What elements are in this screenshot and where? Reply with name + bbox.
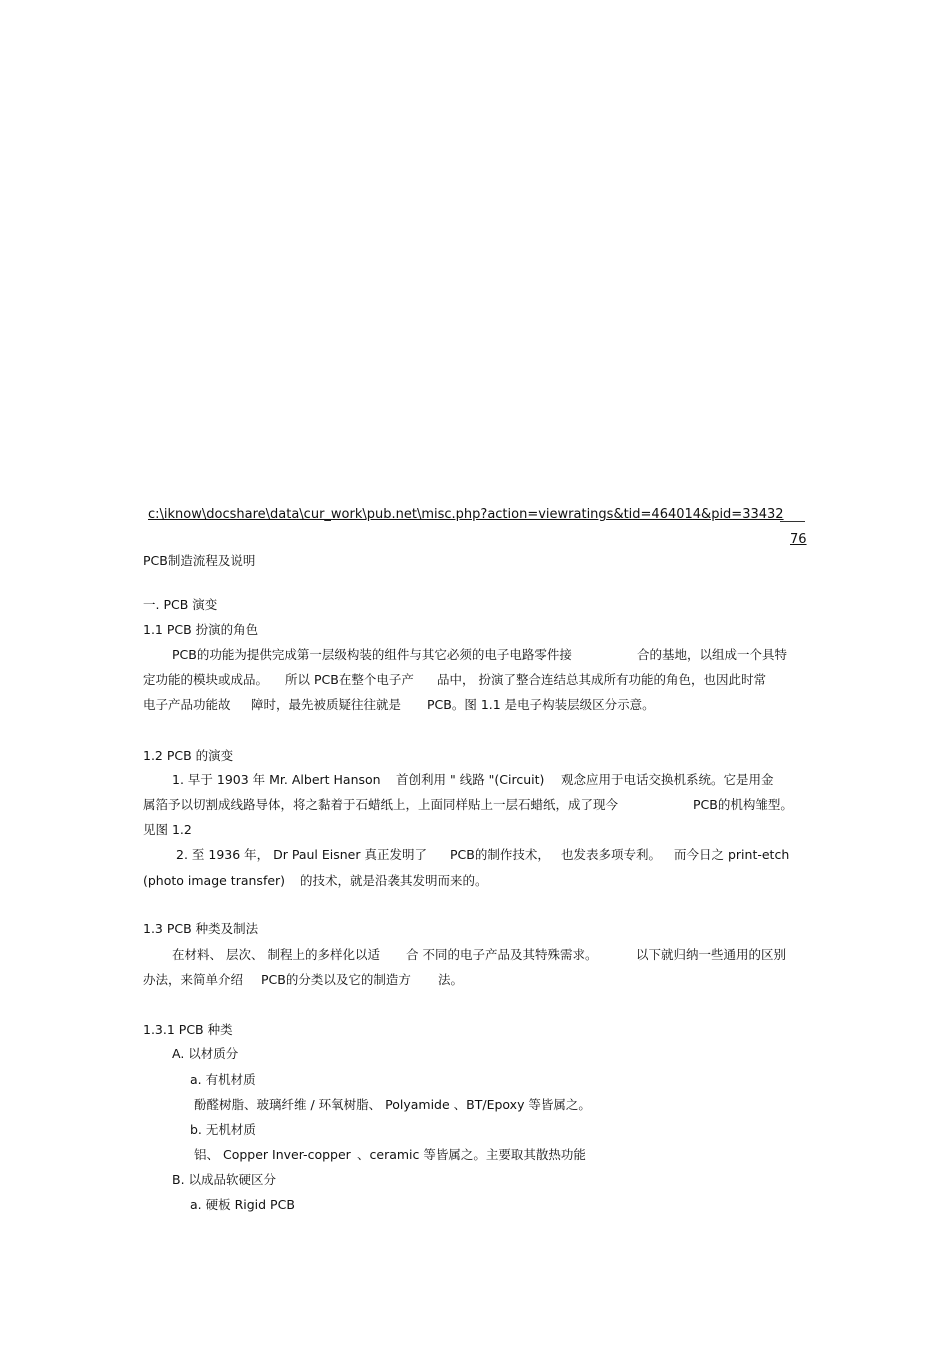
paragraph-line: PCB的功能为提供完成第一层级构装的组件与其它必须的电子电路零件接 bbox=[172, 647, 572, 662]
doc-title: PCB制造流程及说明 bbox=[143, 553, 256, 568]
subsection-heading-1-3: 1.3 PCB 种类及制法 bbox=[143, 921, 259, 936]
list-item-line: PCB的机构雏型。 bbox=[693, 797, 793, 812]
outline-item-A-a: a. 有机材质 bbox=[190, 1072, 256, 1087]
list-item-line: 也发表多项专利。 bbox=[561, 847, 662, 862]
paragraph-line: 所以 PCB在整个电子产 bbox=[285, 672, 414, 687]
list-item-line: (photo image transfer) bbox=[143, 873, 286, 888]
subsection-heading-1-2: 1.2 PCB 的演变 bbox=[143, 748, 234, 763]
list-item-line: PCB的制作技术， bbox=[450, 847, 550, 862]
page-number[interactable]: 76 bbox=[790, 532, 807, 547]
outline-item-desc: 酚醛树脂、玻璃纤维 / 环氧树脂、 Polyamide 、BT/Epoxy 等皆属之。 bbox=[194, 1097, 591, 1112]
list-item-line: 而今日之 print-etch bbox=[674, 847, 790, 862]
paragraph-line: 定功能的模块或成品。 bbox=[143, 672, 269, 687]
paragraph-line: 在材料、 层次、 制程上的多样化以适 bbox=[172, 947, 380, 962]
paragraph-line: 电子产品功能故 bbox=[143, 697, 231, 712]
list-item-line: 2. 至 1936 年， Dr Paul Eisner 真正发明了 bbox=[176, 847, 427, 862]
paragraph-line: 办法，来简单介绍 bbox=[143, 972, 244, 987]
paragraph-line: PCB的分类以及它的制造方 bbox=[261, 972, 411, 987]
outline-item-B: B. 以成品软硬区分 bbox=[172, 1172, 277, 1187]
subsection-heading-1-3-1: 1.3.1 PCB 种类 bbox=[143, 1022, 233, 1037]
paragraph-line: 障时，最先被质疑往往就是 bbox=[251, 697, 402, 712]
list-item-line: 属箔予以切割成线路导体，将之黏着于石蜡纸上，上面同样贴上一层石蜡纸，成了现今 bbox=[143, 797, 619, 812]
outline-item-B-a: a. 硬板 Rigid PCB bbox=[190, 1197, 295, 1212]
outline-item-A: A. 以材质分 bbox=[172, 1046, 239, 1061]
document-path-link[interactable]: c:\iknow\docshare\data\cur_work\pub.net\misc.php?action=viewratings&tid=464014&pid=33432 bbox=[148, 507, 784, 522]
subsection-heading-1-1: 1.1 PCB 扮演的角色 bbox=[143, 622, 259, 637]
outline-item-A-b: b. 无机材质 bbox=[190, 1122, 256, 1137]
paragraph-line: 合的基地，以组成一个具特 bbox=[637, 647, 788, 662]
section-heading: 一. PCB 演变 bbox=[143, 597, 218, 612]
paragraph-line: 品中， 扮演了整合连结总其成所有功能的角色，也因此时常 bbox=[437, 672, 766, 687]
list-item-line: 观念应用于电话交换机系统。它是用金 bbox=[561, 772, 774, 787]
list-item-line: 见图 1.2 bbox=[143, 822, 192, 837]
paragraph-line: 法。 bbox=[438, 972, 464, 987]
list-item-line: 1. 早于 1903 年 Mr. Albert Hanson bbox=[172, 772, 381, 787]
underline-rule bbox=[780, 521, 805, 522]
list-item-line: 首创利用 " 线路 "(Circuit) bbox=[396, 772, 545, 787]
outline-item-desc: 铝、 Copper Inver-copper bbox=[194, 1147, 351, 1162]
outline-item-desc: 、ceramic 等皆属之。主要取其散热功能 bbox=[357, 1147, 586, 1162]
paragraph-line: PCB。图 1.1 是电子构装层级区分示意。 bbox=[427, 697, 655, 712]
paragraph-line: 以下就归纳一些通用的区别 bbox=[636, 947, 787, 962]
paragraph-line: 合 不同的电子产品及其特殊需求。 bbox=[406, 947, 598, 962]
list-item-line: 的技术，就是沿袭其发明而来的。 bbox=[300, 873, 488, 888]
